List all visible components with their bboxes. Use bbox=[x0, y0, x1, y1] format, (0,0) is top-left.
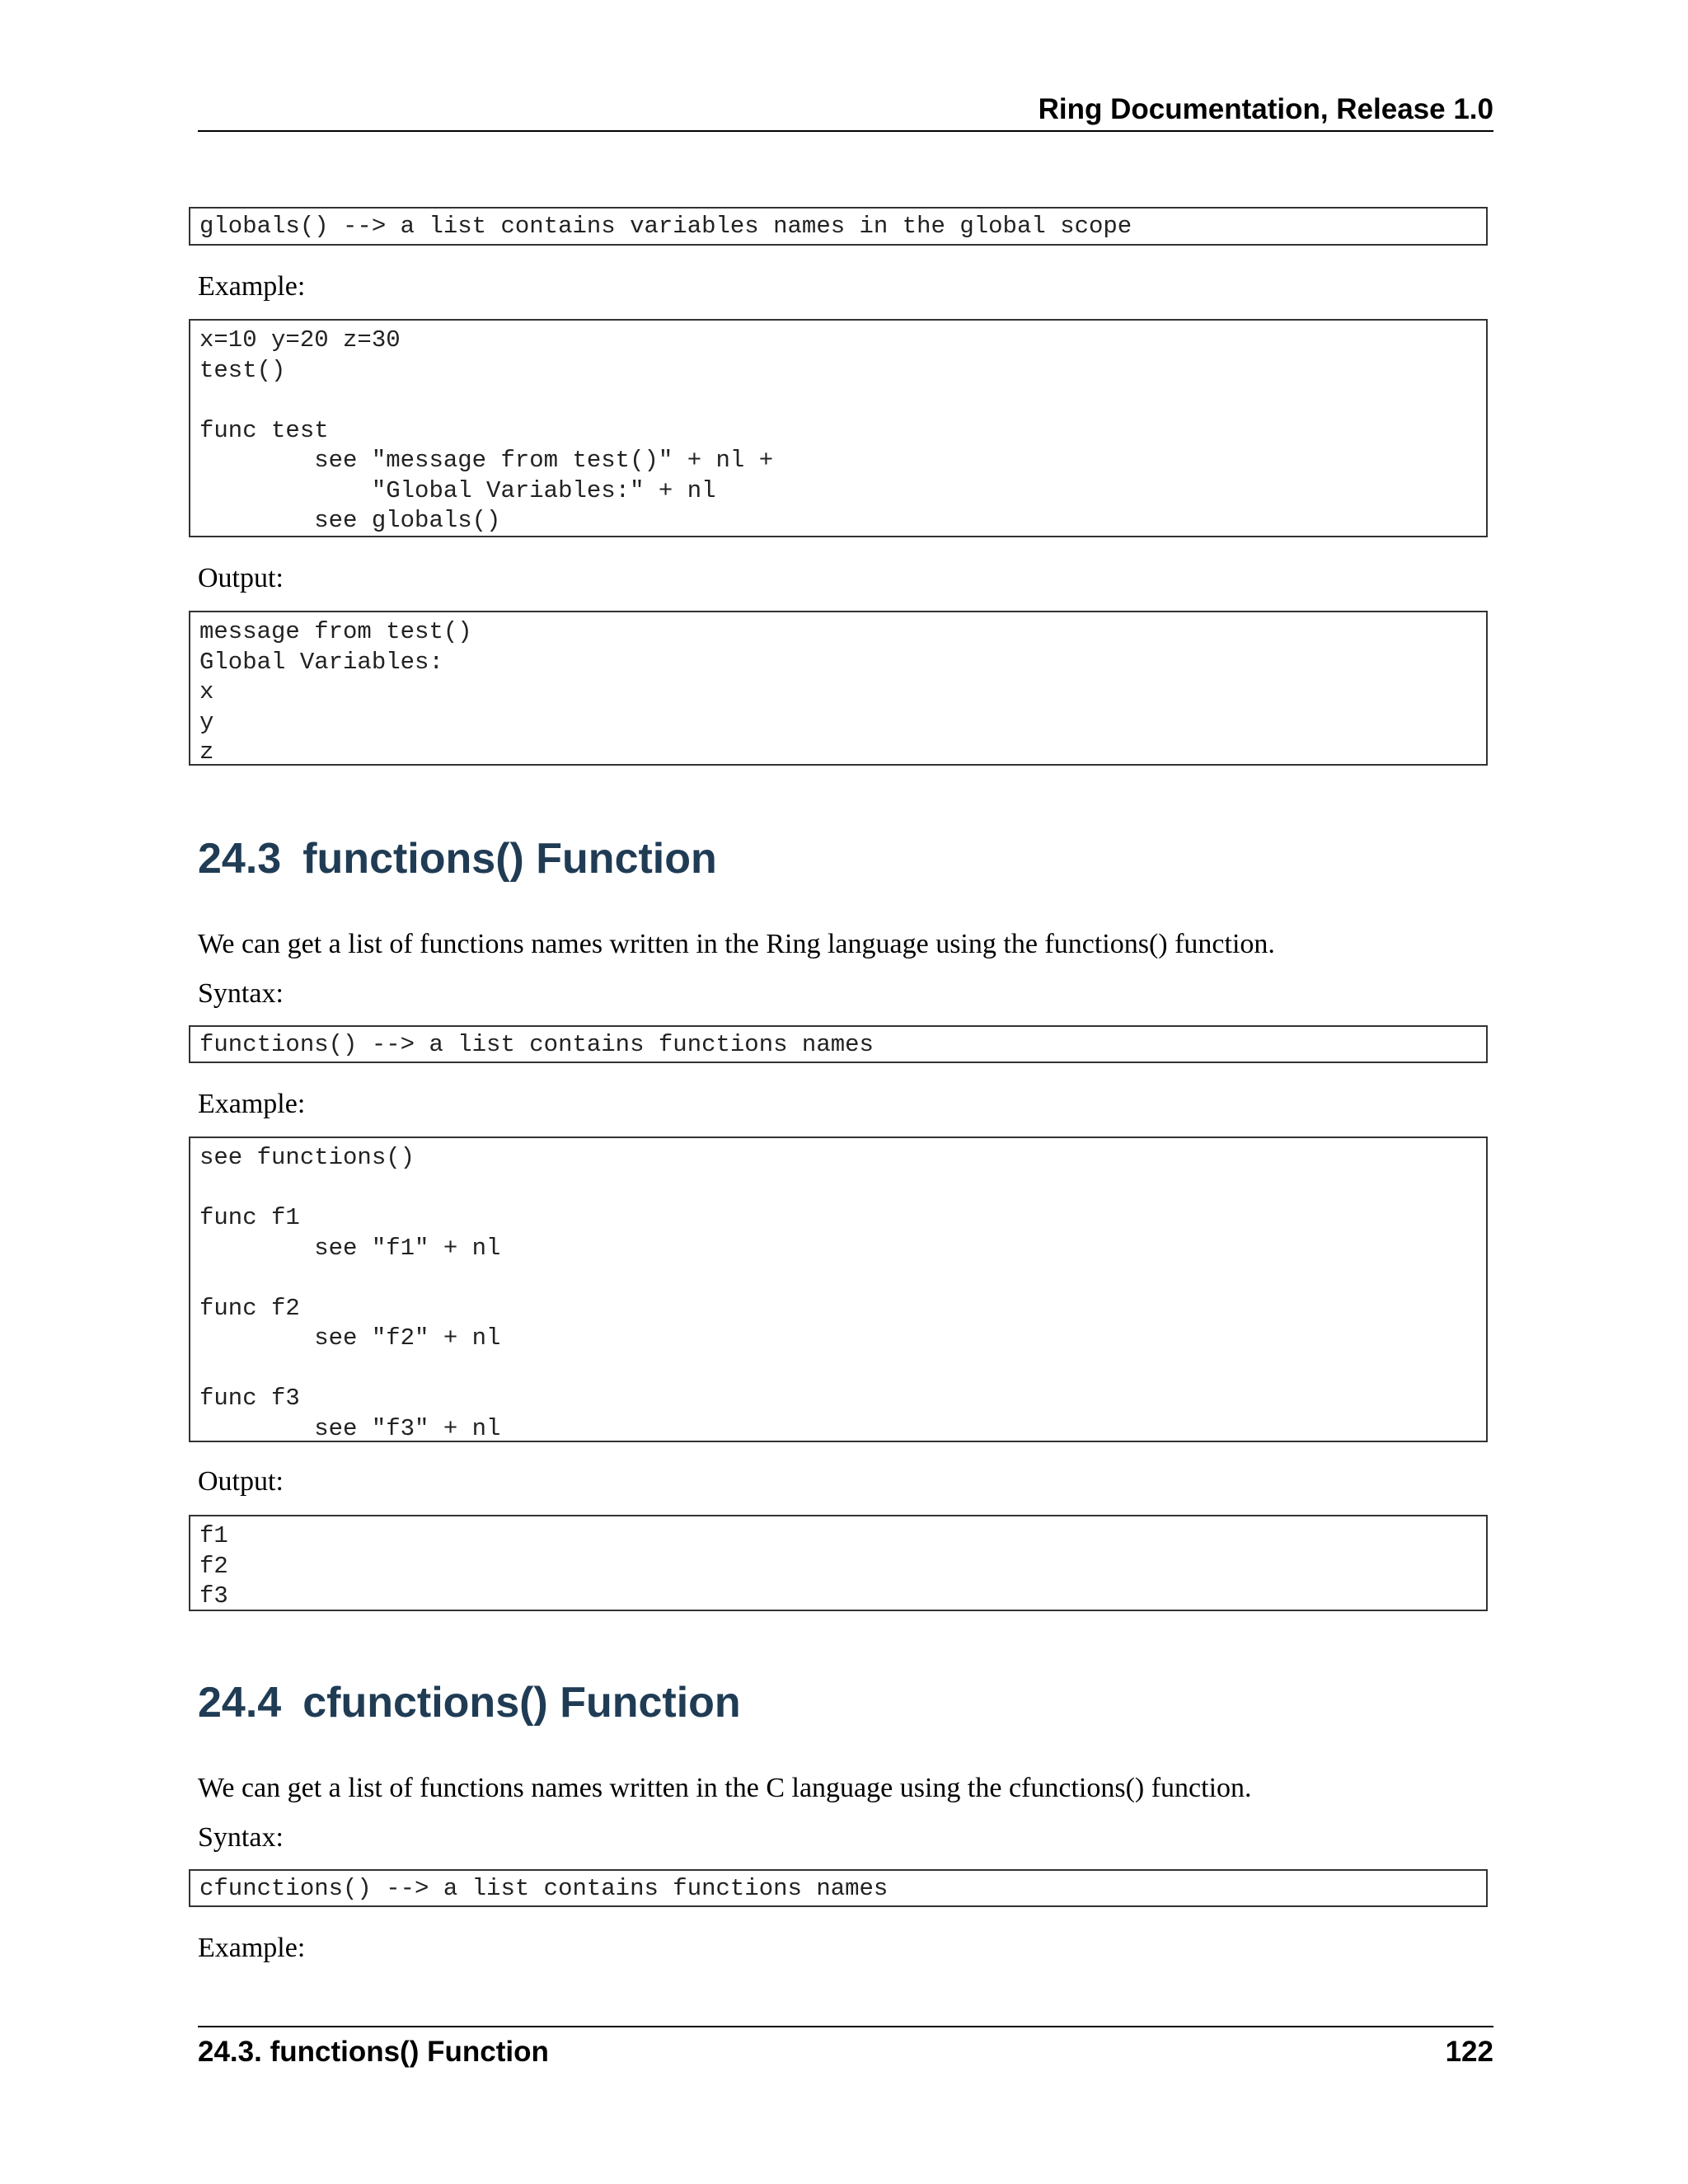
code-line: "Global Variables:" + nl bbox=[199, 476, 716, 504]
code-block-globals-example bbox=[189, 319, 1488, 537]
code-line: func test bbox=[199, 416, 329, 444]
output-label: Output: bbox=[198, 563, 284, 593]
section-title: functions() Function bbox=[302, 835, 717, 883]
example-label: Example: bbox=[198, 271, 306, 302]
section-intro-paragraph: We can get a list of functions names written in the Ring language using the functions() function. bbox=[198, 929, 1275, 959]
section-intro-paragraph: We can get a list of functions names written in the C language using the cfunctions() function. bbox=[198, 1773, 1252, 1803]
code-block-globals-output bbox=[189, 611, 1488, 766]
code-line: see functions() bbox=[199, 1144, 415, 1171]
page-footer bbox=[198, 2026, 1493, 2077]
header-title: Ring Documentation, Release 1.0 bbox=[1038, 93, 1493, 125]
code-line: cfunctions() --> a list contains functions names bbox=[199, 1875, 889, 1902]
code-line: see "f2" + nl bbox=[199, 1324, 501, 1352]
footer-page-number: 122 bbox=[1445, 2036, 1493, 2068]
code-line: globals() --> a list contains variables names in the global scope bbox=[199, 213, 1132, 240]
section-number: 24.4 bbox=[198, 1679, 282, 1727]
code-block-functions-syntax bbox=[189, 1025, 1488, 1063]
code-block-globals-syntax bbox=[189, 207, 1488, 246]
code-line: see "f3" + nl bbox=[199, 1414, 501, 1442]
code-block-functions-example bbox=[189, 1137, 1488, 1442]
code-line: message from test() bbox=[199, 618, 472, 645]
code-line: test() bbox=[199, 356, 286, 384]
page-header bbox=[198, 89, 1493, 132]
code-line bbox=[199, 1174, 1477, 1204]
code-line: f3 bbox=[199, 1582, 228, 1610]
code-block-functions-output bbox=[189, 1515, 1488, 1611]
code-block-cfunctions-syntax bbox=[189, 1869, 1488, 1907]
code-line: see "f1" + nl bbox=[199, 1234, 501, 1262]
code-line: Global Variables: bbox=[199, 648, 443, 676]
example-label: Example: bbox=[198, 1933, 306, 1963]
code-line: x bbox=[199, 678, 214, 705]
code-line: see "message from test()" + nl + bbox=[199, 447, 774, 474]
code-line: z bbox=[199, 738, 214, 766]
output-label: Output: bbox=[198, 1466, 284, 1497]
footer-section-title: 24.3. functions() Function bbox=[198, 2036, 549, 2068]
syntax-label: Syntax: bbox=[198, 1822, 284, 1853]
section-heading-24-3 bbox=[198, 832, 717, 885]
code-line bbox=[199, 1354, 1477, 1385]
code-line: f2 bbox=[199, 1552, 228, 1580]
code-line: func f2 bbox=[199, 1294, 300, 1322]
section-number: 24.3 bbox=[198, 835, 282, 883]
section-title: cfunctions() Function bbox=[302, 1679, 741, 1727]
section-heading-24-4 bbox=[198, 1676, 741, 1729]
code-line: func f1 bbox=[199, 1204, 300, 1231]
code-line: y bbox=[199, 708, 214, 736]
code-line: see globals() bbox=[199, 507, 501, 534]
syntax-label: Syntax: bbox=[198, 978, 284, 1009]
code-line: func f3 bbox=[199, 1385, 300, 1412]
code-line bbox=[199, 1263, 1477, 1294]
code-line: functions() --> a list contains functions names bbox=[199, 1031, 874, 1058]
code-line: x=10 y=20 z=30 bbox=[199, 326, 401, 354]
example-label: Example: bbox=[198, 1089, 306, 1119]
code-line: f1 bbox=[199, 1522, 228, 1549]
code-line bbox=[199, 386, 1477, 416]
